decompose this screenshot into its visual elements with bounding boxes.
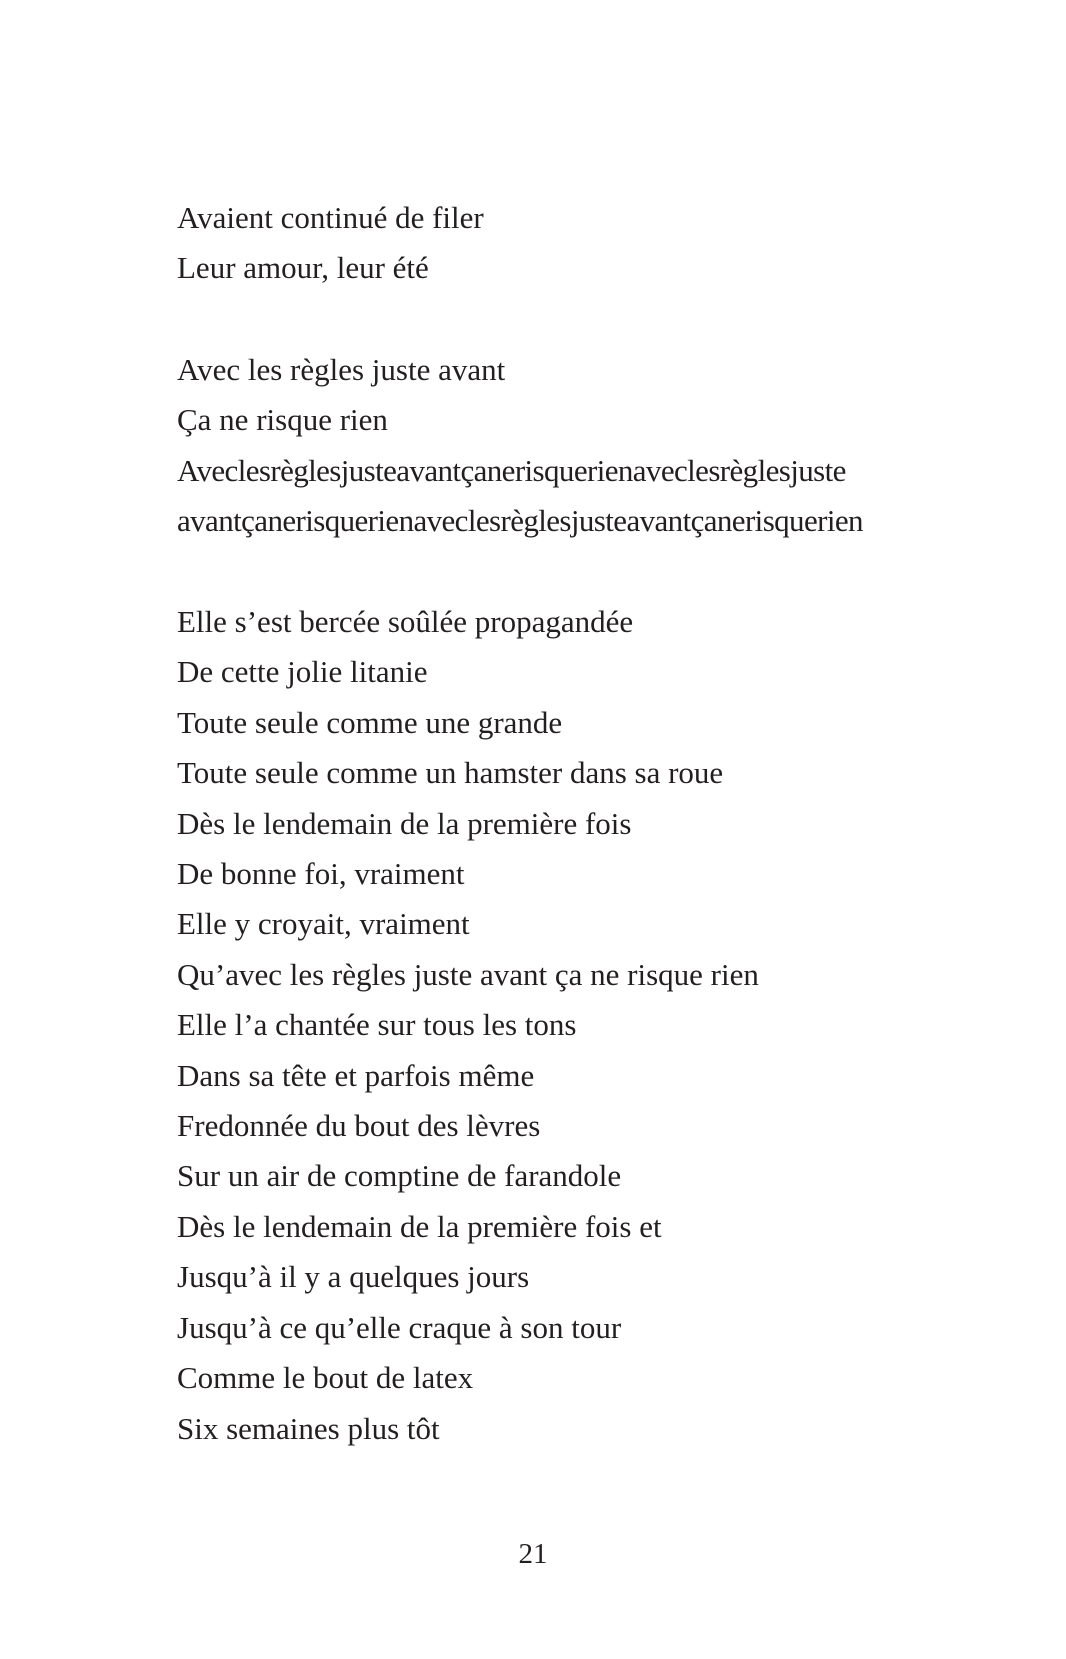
poem-line: Leur amour, leur été [177,250,429,286]
poem-line: Six semaines plus tôt [177,1410,440,1446]
poem-line: Toute seule comme une grande [177,704,563,740]
poem-line: Jusqu’à ce qu’elle craque à son tour [177,1309,622,1345]
poem-stanza-2 [177,345,863,547]
poem-line: Dès le lendemain de la première fois [177,805,632,841]
poem-line: De bonne foi, vraiment [177,856,465,892]
poem-line-run-on: Aveclesrèglesjusteavantçanerisquerienaveclesrèglesjuste [177,452,846,488]
poem-line: Sur un air de comptine de farandole [177,1158,622,1194]
poem-line: Elle l’a chantée sur tous les tons [177,1007,577,1043]
poem-line: Jusqu’à il y a quelques jours [177,1259,530,1295]
poem-line: Dès le lendemain de la première fois et [177,1208,662,1244]
poem-line: Avaient continué de filer [177,200,484,235]
poem-line: Ça ne risque rien [177,402,388,438]
poem-line: Elle s’est bercée soûlée propagandée [177,604,634,639]
poem-line: Dans sa tête et parfois même [177,1057,535,1093]
poem-stanza-3 [177,597,759,1454]
poem-line: De cette jolie litanie [177,654,428,690]
poem-line: Avec les règles juste avant [177,352,506,387]
page-number: 21 [518,1538,548,1570]
poem-line: Elle y croyait, vraiment [177,906,470,942]
poem-stanza-1 [177,193,484,294]
poem-line-run-on: avantçanerisquerienaveclesrèglesjusteavantçanerisquerien [177,503,863,539]
poem-line: Toute seule comme un hamster dans sa roue [177,755,724,791]
poem-line: Qu’avec les règles juste avant ça ne risque rien [177,956,759,992]
poem-line: Fredonnée du bout des lèvres [177,1108,541,1144]
poem-line: Comme le bout de latex [177,1360,474,1396]
